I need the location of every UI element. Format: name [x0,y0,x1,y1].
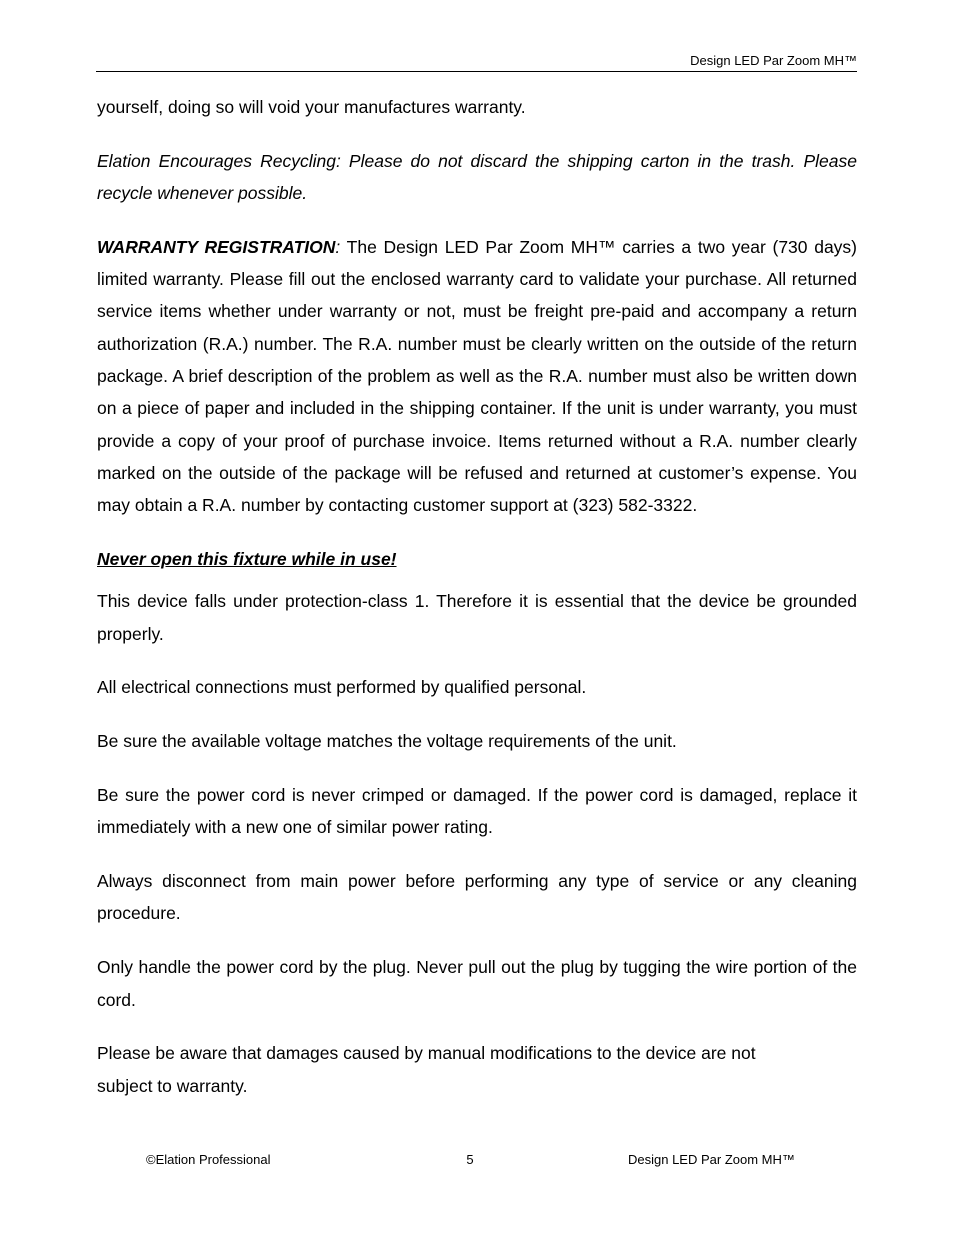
damages-line-1: Please be aware that damages caused by manual modifications to the device are not [97,1043,756,1064]
paragraph-voltage: Be sure the available voltage matches the voltage requirements of the unit. [97,731,677,752]
paragraph-plug: Only handle the power cord by the plug. Never pull out the plug by tugging the wire portion of the cord. [97,957,857,1010]
document-body [97,91,857,1123]
damages-line-2: subject to warranty. [97,1075,248,1096]
running-header: Design LED Par Zoom MH™ [690,53,857,68]
footer-page-number: 5 [466,1152,474,1167]
paragraph-warranty-registration [97,231,857,522]
paragraph-damages [97,1037,857,1102]
paragraph-power-cord: Be sure the power cord is never crimped or damaged. If the power cord is damaged, replace it immediately with a new one of similar power rating. [97,785,857,838]
paragraph-protection-class: This device falls under protection-class 1. Therefore it is essential that the device be grounded properly. [97,591,857,644]
footer-copyright: ©Elation Professional [146,1152,271,1167]
header-divider [96,71,857,72]
paragraph-disconnect: Always disconnect from main power before performing any type of service or any cleaning procedure. [97,871,857,924]
footer-product-name: Design LED Par Zoom MH™ [628,1152,795,1167]
warranty-text: The Design LED Par Zoom MH™ carries a two year (730 days) limited warranty. Please fill out the enclosed warranty card to validate your purchase. All returned service items whether under warranty or not, must be freight pre-paid and accompany a return authorization (R.A.) number. The R.A. number must be clearly written on the outside of the return package. A brief description of the problem as well as the R.A. number must also be written down on a piece of paper and included in the shipping container. If the unit is under warranty, you must provide a copy of your proof of purchase invoice. Items returned without a R.A. number clearly marked on the outside of the package will be refused and returned at customer’s expense. You may obtain a R.A. number by contacting customer support at (323) 582-3322. [97,236,858,516]
warranty-label: WARRANTY REGISTRATION [97,236,336,257]
paragraph-warranty-void: yourself, doing so will void your manufactures warranty. [97,97,526,117]
paragraph-electrical: All electrical connections must performed by qualified personal. [97,677,587,698]
warranty-colon: : [335,236,341,257]
paragraph-recycling: Elation Encourages Recycling: Please do not discard the shipping carton in the trash. Please recycle whenever possible. [97,150,857,204]
section-heading [97,543,857,575]
heading-text: Never open this fixture while in use! [97,549,397,570]
